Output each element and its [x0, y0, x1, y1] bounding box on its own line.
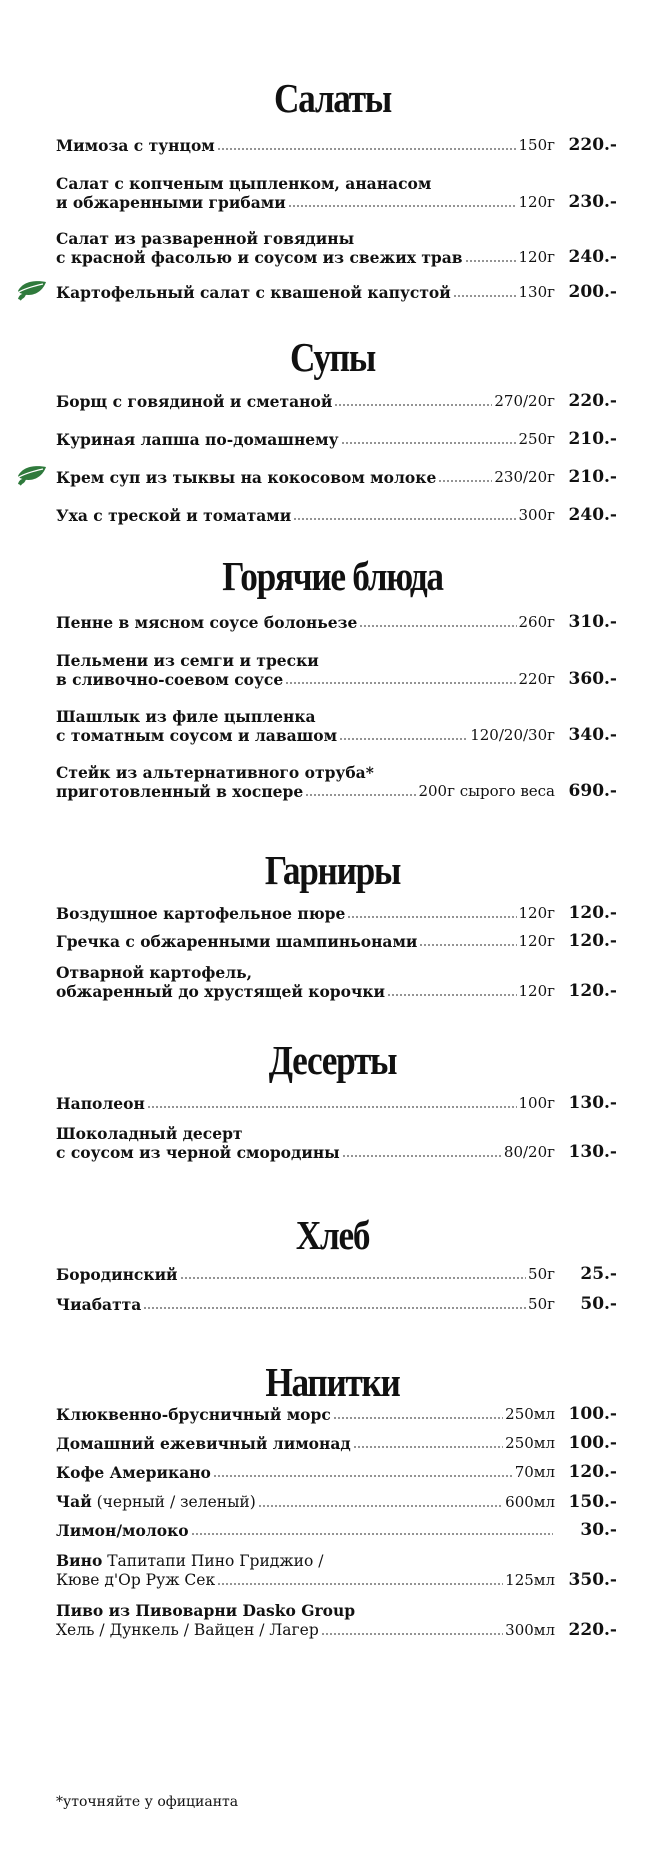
- menu-item: [56, 283, 617, 302]
- item-price: 240.-: [568, 247, 617, 267]
- dot-leader: [143, 1307, 526, 1309]
- leaf-icon: [16, 278, 48, 302]
- item-weight: 120г: [518, 982, 555, 1000]
- menu-item: [56, 392, 617, 411]
- section-title: Супы: [290, 334, 375, 380]
- menu-item: [56, 468, 617, 487]
- menu-item: [56, 613, 617, 632]
- menu-item-line1: [56, 1601, 617, 1620]
- menu-item: [56, 982, 617, 1001]
- dot-leader: [342, 1155, 502, 1157]
- item-price: 340.-: [568, 725, 617, 745]
- item-price: 30.-: [580, 1520, 617, 1540]
- item-weight: 120г: [518, 932, 555, 950]
- item-weight: 50г: [528, 1295, 555, 1313]
- dot-leader: [333, 1417, 503, 1419]
- section-title: Напитки: [265, 1359, 400, 1405]
- dot-leader: [353, 1446, 503, 1448]
- item-price: 100.-: [568, 1404, 617, 1424]
- item-name: Мимоза с тунцом: [56, 136, 215, 155]
- menu-item: [56, 506, 617, 525]
- item-price: 120.-: [568, 981, 617, 1001]
- menu-item: [56, 1094, 617, 1113]
- item-name-sub: Хель / Дункель / Вайцен / Лагер: [56, 1621, 319, 1639]
- section-title: Горячие блюда: [222, 553, 443, 599]
- item-price: 210.-: [568, 467, 617, 487]
- dot-leader: [419, 944, 516, 946]
- menu-item-line1: [56, 707, 617, 726]
- menu-item: [56, 1570, 617, 1590]
- item-price: 220.-: [568, 1620, 617, 1640]
- item-name: с красной фасолью и соусом из свежих трав: [56, 248, 463, 267]
- item-weight: 120г: [518, 193, 555, 211]
- item-name: Уха с треской и томатами: [56, 506, 292, 525]
- item-price: 350.-: [568, 1570, 617, 1590]
- item-name: Куриная лапша по-домашнему: [56, 430, 339, 449]
- menu-item-line1: [56, 963, 617, 982]
- item-price: 220.-: [568, 391, 617, 411]
- item-weight: 50г: [528, 1265, 555, 1283]
- item-price: 100.-: [568, 1433, 617, 1453]
- menu-item-line1: [56, 1551, 617, 1571]
- item-price: 690.-: [568, 781, 617, 801]
- item-weight: 260г: [518, 613, 555, 631]
- dot-leader: [217, 1583, 503, 1585]
- item-name-line1: Шашлык из филе цыпленка: [56, 707, 316, 726]
- item-weight: 130г: [518, 283, 555, 301]
- item-weight: 220г: [518, 670, 555, 688]
- item-name: Лимон/молоко: [56, 1521, 189, 1540]
- menu-item: [56, 1434, 617, 1453]
- item-price: 230.-: [568, 192, 617, 212]
- item-weight: 150г: [518, 136, 555, 154]
- dot-leader: [180, 1277, 526, 1279]
- menu-item: [56, 1405, 617, 1424]
- item-name-sub: (черный / зеленый): [91, 1493, 256, 1511]
- item-name: Чай (черный / зеленый): [56, 1492, 256, 1511]
- item-name: Борщ с говядиной и сметаной: [56, 392, 333, 411]
- dot-leader: [147, 1106, 517, 1108]
- menu-item: [56, 136, 617, 155]
- leaf-icon: [16, 463, 48, 487]
- item-price: 120.-: [568, 903, 617, 923]
- section-title: Хлеб: [295, 1212, 370, 1258]
- menu-item-line1: [56, 763, 617, 782]
- item-name: Домашний ежевичный лимонад: [56, 1434, 351, 1453]
- dot-leader: [258, 1505, 503, 1507]
- item-weight: 270/20г: [494, 392, 555, 410]
- item-name: [56, 1620, 319, 1640]
- item-name: Клюквенно-брусничный морс: [56, 1405, 331, 1424]
- item-weight: 120г: [518, 904, 555, 922]
- item-name: Кофе Американо: [56, 1463, 211, 1482]
- menu-item-line1: [56, 174, 617, 193]
- dot-leader: [341, 442, 517, 444]
- menu-item: [56, 1492, 617, 1512]
- item-name: с томатным соусом и лавашом: [56, 726, 338, 745]
- dot-leader: [347, 916, 516, 918]
- item-price: 120.-: [568, 1462, 617, 1482]
- item-name-sub: Кюве д'Ор Руж Сек: [56, 1571, 216, 1589]
- item-weight: 70мл: [514, 1463, 555, 1481]
- item-name-line1: Салат с копченым цыпленком, ананасом: [56, 174, 432, 193]
- item-weight: 250г: [518, 430, 555, 448]
- menu-item: [56, 430, 617, 449]
- item-price: 150.-: [568, 1492, 617, 1512]
- dot-leader: [288, 205, 517, 207]
- item-weight: 120/20/30г: [470, 726, 555, 744]
- item-name-line1: Пельмени из семги и трески: [56, 651, 319, 670]
- item-name-line1: Отварной картофель,: [56, 963, 253, 982]
- menu-item: [56, 670, 617, 689]
- item-weight: 250мл: [505, 1405, 555, 1423]
- menu-item: [56, 1620, 617, 1640]
- item-price: 120.-: [568, 931, 617, 951]
- item-price: 360.-: [568, 669, 617, 689]
- menu-item: [56, 726, 617, 745]
- item-name: и обжаренными грибами: [56, 193, 286, 212]
- item-name: [56, 1570, 215, 1590]
- menu-item-line1: [56, 1124, 617, 1143]
- menu-item: [56, 1521, 617, 1540]
- item-name: обжаренный до хрустящей корочки: [56, 982, 386, 1001]
- section-title: Гарниры: [264, 847, 401, 893]
- menu-item: [56, 1143, 617, 1162]
- item-name: в сливочно-соевом соусе: [56, 670, 284, 689]
- item-weight: 80/20г: [503, 1143, 555, 1161]
- item-weight: 600мл: [505, 1493, 555, 1511]
- section-title: Салаты: [273, 75, 392, 121]
- item-name: Гречка с обжаренными шампиньонами: [56, 932, 418, 951]
- dot-leader: [339, 738, 468, 740]
- dot-leader: [438, 480, 492, 482]
- item-name: Картофельный салат с квашеной капустой: [56, 283, 451, 302]
- item-weight: 125мл: [505, 1571, 555, 1589]
- item-price: 25.-: [580, 1264, 617, 1284]
- section-title: Десерты: [268, 1037, 397, 1083]
- dot-leader: [191, 1533, 553, 1535]
- item-weight: 120г: [518, 248, 555, 266]
- dot-leader: [334, 404, 492, 406]
- dot-leader: [387, 994, 516, 996]
- item-name: Крем суп из тыквы на кокосовом молоке: [56, 468, 437, 487]
- item-name: приготовленный в хоспере: [56, 782, 304, 801]
- item-name-line1: Салат из разваренной говядины: [56, 229, 355, 248]
- menu-item: [56, 248, 617, 267]
- item-name: Наполеон: [56, 1094, 145, 1113]
- item-name-line1: Стейк из альтернативного отруба*: [56, 763, 374, 782]
- dot-leader: [217, 148, 517, 150]
- menu-item: [56, 193, 617, 212]
- item-price: 310.-: [568, 612, 617, 632]
- item-price: 50.-: [580, 1294, 617, 1314]
- item-weight: 200г сырого веса: [418, 782, 555, 800]
- item-price: 240.-: [568, 505, 617, 525]
- menu-item: [56, 1463, 617, 1482]
- menu-item: [56, 782, 617, 801]
- item-weight: 100г: [518, 1094, 555, 1112]
- item-name: с соусом из черной смородины: [56, 1143, 340, 1162]
- item-price: 210.-: [568, 429, 617, 449]
- item-name-line1: Вино Тапитапи Пино Гриджио /: [56, 1551, 324, 1570]
- dot-leader: [305, 794, 416, 796]
- dot-leader: [213, 1475, 513, 1477]
- menu-item-line1: [56, 651, 617, 670]
- item-weight: 230/20г: [494, 468, 555, 486]
- item-weight: 250мл: [505, 1434, 555, 1452]
- dot-leader: [293, 518, 516, 520]
- item-name: Бородинский: [56, 1265, 178, 1284]
- item-name-sub: Тапитапи Пино Гриджио /: [102, 1552, 324, 1570]
- menu-item: [56, 932, 617, 951]
- item-name: Пенне в мясном соусе болоньезе: [56, 613, 358, 632]
- item-weight: 300мл: [505, 1621, 555, 1639]
- item-name-line1: Шоколадный десерт: [56, 1124, 243, 1143]
- dot-leader: [285, 682, 516, 684]
- dot-leader: [359, 625, 516, 627]
- item-name-line1: Пиво из Пивоварни Dasko Group: [56, 1601, 356, 1620]
- item-price: 130.-: [568, 1142, 617, 1162]
- menu-item: [56, 1265, 617, 1284]
- item-price: 130.-: [568, 1093, 617, 1113]
- item-name: Чиабатта: [56, 1295, 142, 1314]
- dot-leader: [321, 1633, 503, 1635]
- dot-leader: [453, 295, 517, 297]
- dot-leader: [465, 260, 517, 262]
- item-weight: 300г: [518, 506, 555, 524]
- menu-item: [56, 904, 617, 923]
- footnote: *уточняйте у официанта: [56, 1794, 239, 1810]
- item-price: 220.-: [568, 135, 617, 155]
- item-name: Воздушное картофельное пюре: [56, 904, 346, 923]
- menu-item-line1: [56, 229, 617, 248]
- menu-item: [56, 1295, 617, 1314]
- item-price: 200.-: [568, 282, 617, 302]
